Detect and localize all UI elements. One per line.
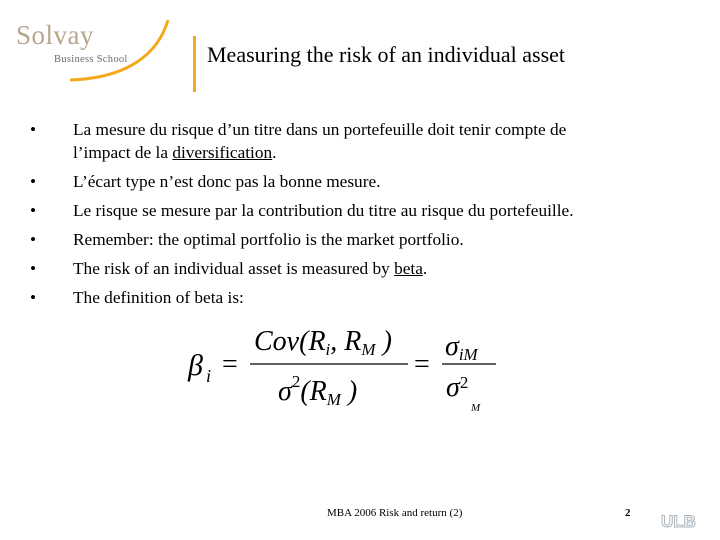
ulb-logo-text: ULB	[661, 512, 696, 531]
bullet-list	[30, 118, 690, 312]
bullet-item	[30, 167, 690, 196]
bullet-text: The definition of beta is:	[73, 288, 244, 307]
bullet-item	[30, 254, 690, 283]
slide-title: Measuring the risk of an individual asset	[207, 42, 566, 67]
bullet-icon: •	[30, 201, 37, 220]
bullet-text: The risk of an individual asset is measured by	[73, 259, 395, 278]
bullet-text: La mesure du risque d’un titre dans un portefeuille doit tenir compte de	[73, 120, 567, 139]
footer-text: MBA 2006 Risk and return (2)	[327, 507, 463, 519]
title-divider	[193, 36, 196, 92]
bullet-icon: •	[30, 230, 37, 249]
bullet-text: Remember: the optimal portfolio is the market portfolio.	[73, 230, 464, 249]
bullet-icon: •	[30, 288, 37, 307]
formula-sigma-m: $\sigma^2$	[446, 372, 469, 403]
formula-sigma-im: σiM	[445, 331, 478, 364]
bullet-icon: •	[30, 120, 37, 139]
bullet-text: .	[422, 259, 428, 278]
bullet-text: .	[272, 143, 277, 162]
beta-link[interactable]: beta	[394, 259, 423, 278]
formula-cov: Cov(Ri, RM )	[254, 326, 392, 359]
bullet-text: l’impact de la	[73, 143, 173, 162]
bullet-item	[30, 118, 690, 164]
bullet-item	[30, 225, 690, 254]
beta-formula	[180, 318, 510, 418]
solvay-logo	[8, 16, 173, 86]
bullet-icon: •	[30, 259, 37, 278]
formula-beta: β	[188, 349, 203, 382]
bullet-item	[30, 196, 690, 225]
bullet-icon: •	[30, 172, 37, 191]
formula-equals: =	[222, 349, 238, 380]
formula-denominator: $\sigma^2(RM$ )	[278, 372, 358, 409]
bullet-item	[30, 283, 690, 312]
bullet-text: L’écart type n’est donc pas la bonne mesure.	[73, 172, 381, 191]
logo-name: Solvay	[16, 20, 95, 50]
logo-subtitle: Business School	[54, 54, 128, 65]
page-number: 2	[625, 507, 631, 519]
ulb-logo	[660, 510, 708, 532]
formula-sub-i: i	[206, 366, 212, 386]
bullet-text: Le risque se mesure par la contribution du titre au risque du portefeuille.	[73, 201, 574, 220]
diversification-link[interactable]: diversification	[172, 143, 273, 162]
formula-sub-m: M	[471, 402, 481, 414]
formula-equals-2: =	[414, 349, 430, 380]
